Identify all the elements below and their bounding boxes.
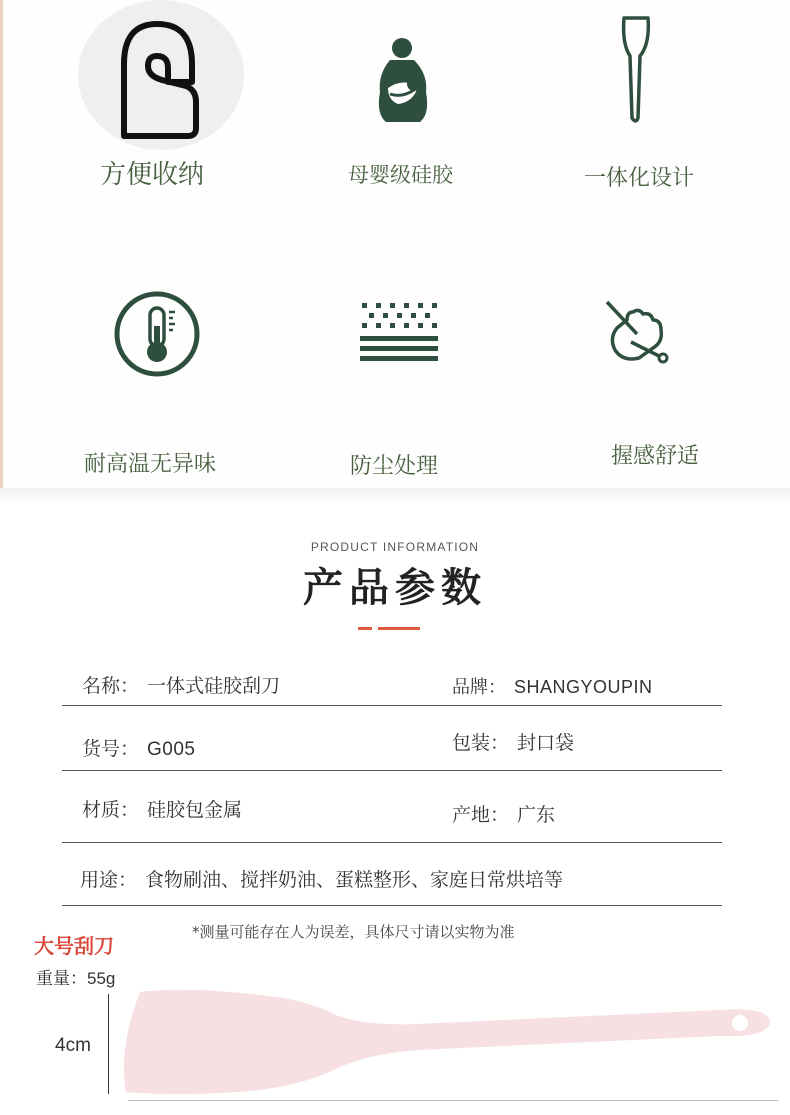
- features-panel: [0, 0, 790, 490]
- param-value: 一体式硅胶刮刀: [147, 675, 281, 697]
- param-key: 用途：: [80, 869, 138, 891]
- weight-value: 55g: [87, 969, 116, 988]
- feature-label-heat: 耐高温无异味: [84, 452, 217, 477]
- section-title: 产品参数: [303, 565, 487, 611]
- title-accent-bar: [378, 627, 420, 630]
- tool-title: 大号刮刀: [34, 934, 114, 958]
- param-key: 名称：: [82, 675, 140, 697]
- feature-label-storage: 方便收纳: [100, 160, 205, 190]
- feature-label-grip: 握感舒适: [611, 444, 700, 469]
- feature-label-design: 一体化设计: [584, 166, 695, 191]
- param-divider: [62, 905, 722, 906]
- title-accent-dot: [358, 627, 372, 630]
- param-item-no: [82, 734, 196, 761]
- param-key: 产地：: [452, 804, 510, 826]
- spatula-icon: [618, 14, 654, 126]
- panel-edge: [0, 0, 3, 490]
- weight-label: 重量：: [36, 969, 87, 989]
- param-value: SHANGYOUPIN: [514, 677, 653, 697]
- param-key: 品牌：: [452, 677, 506, 698]
- param-brand: [452, 673, 653, 699]
- thermometer-icon: [113, 290, 201, 378]
- tool-weight: [36, 964, 115, 989]
- hanger-hook-icon: [112, 16, 202, 144]
- param-divider: [62, 770, 722, 771]
- param-key: 货号：: [82, 738, 140, 760]
- param-value: 封口袋: [517, 732, 575, 754]
- param-key: 材质：: [82, 799, 140, 821]
- param-value: 硅胶包金属: [147, 799, 243, 821]
- param-divider: [62, 842, 722, 843]
- param-usage: [80, 865, 563, 892]
- section-subtitle: PRODUCT INFORMATION: [310, 540, 480, 554]
- param-value: 广东: [517, 804, 556, 826]
- param-value: 食物刷油、搅拌奶油、蛋糕整形、家庭日常烘培等: [145, 869, 564, 891]
- baseline-divider: [128, 1100, 778, 1101]
- param-name: [82, 671, 280, 698]
- param-material: [82, 795, 242, 822]
- dimension-line: [108, 994, 109, 1094]
- mother-baby-icon: [368, 34, 438, 130]
- param-divider: [62, 705, 722, 706]
- measurement-note: *测量可能存在人为误差，具体尺寸请以实物为准: [192, 923, 515, 941]
- hand-grip-icon: [603, 298, 671, 366]
- param-value: G005: [147, 739, 196, 760]
- param-packaging: [452, 728, 574, 755]
- panel-divider: [0, 488, 790, 502]
- feature-label-dust: 防尘处理: [350, 454, 439, 479]
- dimension-label: 4cm: [55, 1035, 91, 1056]
- spatula-image: [118, 988, 778, 1098]
- feature-label-silicone: 母婴级硅胶: [348, 163, 453, 187]
- param-origin: [452, 800, 555, 827]
- dust-layers-icon: [360, 300, 438, 366]
- param-key: 包装：: [452, 732, 510, 754]
